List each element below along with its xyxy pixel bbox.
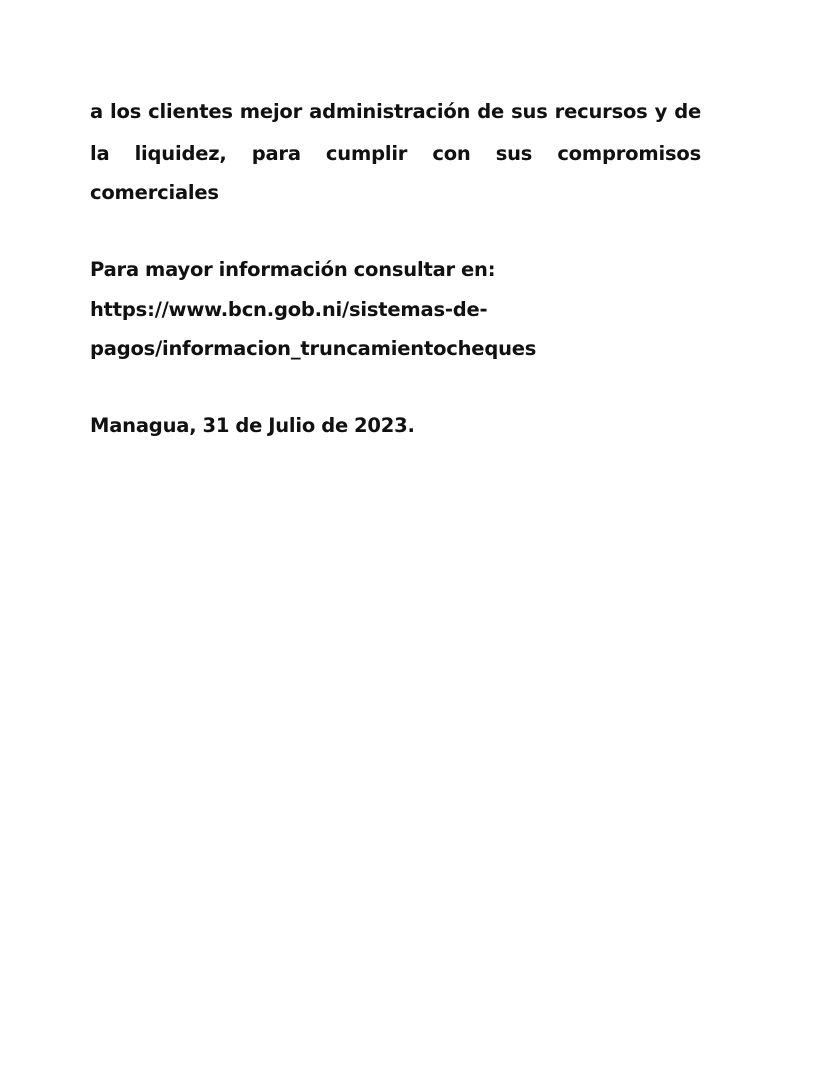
paragraph-line-2-word: para (251, 142, 301, 165)
paragraph-line-2-word: compromisos (557, 142, 701, 165)
paragraph-line-2-word: liquidez, (134, 142, 227, 165)
paragraph-line-2-word: sus (495, 142, 533, 165)
paragraph-line-1: a los clientes mejor administración de sus recursos y de (90, 100, 701, 123)
paragraph-line-2-word: la (90, 142, 110, 165)
paragraph-line-2-word: con (432, 142, 471, 165)
paragraph-line-2-word: cumplir (325, 142, 408, 165)
info-url-line-1[interactable]: https://www.bcn.gob.ni/sistemas-de- (90, 298, 488, 321)
paragraph-line-2 (90, 142, 701, 165)
info-url-line-2[interactable]: pagos/informacion_truncamientocheques (90, 337, 537, 360)
info-heading: Para mayor información consultar en: (90, 258, 496, 281)
paragraph-line-3: comerciales (90, 181, 219, 204)
date-line: Managua, 31 de Julio de 2023. (90, 414, 415, 437)
